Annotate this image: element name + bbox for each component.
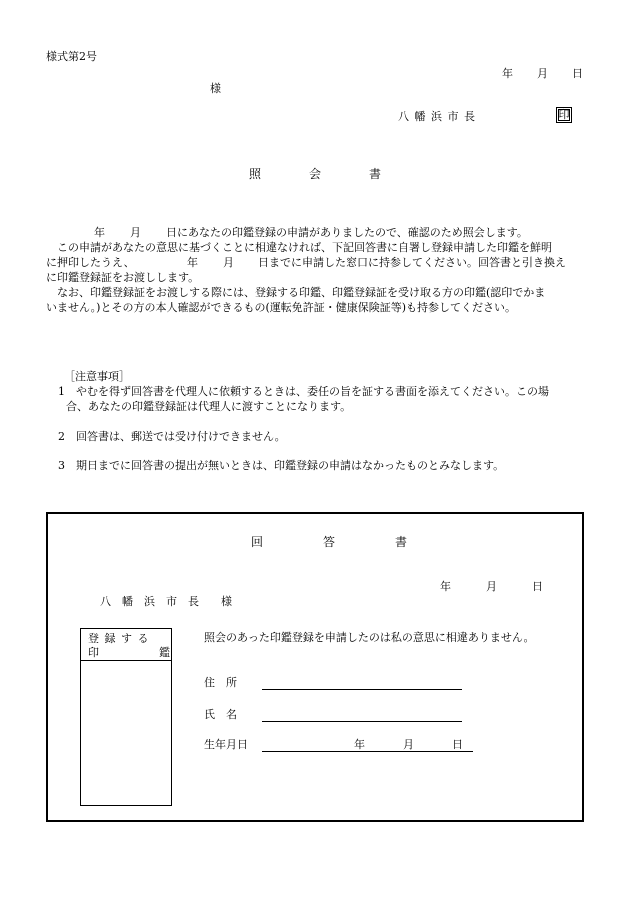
- seal-impression-box[interactable]: [80, 628, 172, 806]
- reply-form: [46, 512, 584, 822]
- dob-day: 日: [452, 738, 463, 751]
- notes-section: [50, 369, 595, 473]
- body-line-5: なお、印鑑登録証をお渡しする際には、登録する印鑑、印鑑登録証を受け取る方の印鑑(認印でかま: [57, 286, 546, 299]
- note-item-2: 2 回答書は、郵送では受け付けできません。: [58, 430, 286, 443]
- body-date-month: 月: [130, 226, 141, 239]
- note-item-1: 1 やむを得ず回答書を代理人に依頼するときは、委任の旨を証する書面を添えてください。この場: [58, 385, 549, 398]
- reply-date-year: 年: [440, 580, 451, 593]
- dob-year: 年: [354, 738, 365, 751]
- seal-stamp-mark: 印: [556, 107, 572, 123]
- address-field[interactable]: [262, 689, 462, 690]
- mayor-signature: 八 幡 浜 市 長: [398, 110, 476, 123]
- header-date-day: 日: [572, 67, 583, 80]
- seal-box-label-1: 登 録 す る: [88, 632, 150, 645]
- page-title: 照 会 書: [249, 167, 382, 181]
- seal-box-label-2a: 印: [88, 646, 99, 659]
- name-field[interactable]: [262, 721, 462, 722]
- body-text-1: 日にあなたの印鑑登録の申請がありましたので、確認のため照会します。: [166, 226, 528, 239]
- body-line-3: [46, 255, 590, 270]
- body-line-1: [46, 225, 590, 240]
- reply-date-day: 日: [532, 580, 543, 593]
- body-line-2: この申請があなたの意思に基づくことに相違なければ、下記回答書に自署し登録申請した印鑑を鮮明: [57, 241, 552, 254]
- dob-field[interactable]: [262, 751, 473, 752]
- inquiry-body: [46, 225, 590, 315]
- dob-month: 月: [403, 738, 414, 751]
- form-number: 様式第2号: [46, 50, 97, 63]
- reply-statement: 照会のあった印鑑登録を申請したのは私の意思に相違ありません。: [204, 631, 535, 644]
- reply-title: 回 答 書: [251, 535, 408, 549]
- notes-heading: ［注意事項］: [64, 370, 130, 383]
- note-item-3: 3 期日までに回答書の提出が無いときは、印鑑登録の申請はなかったものとみなします。: [58, 459, 505, 472]
- body-line-6: いません。)とその方の本人確認ができるもの(運転免許証・健康保険証等)も持参してください。: [46, 301, 517, 314]
- addressee-suffix: 様: [210, 82, 221, 95]
- reply-date-month: 月: [486, 580, 497, 593]
- body-deadline-year: 年: [187, 256, 198, 269]
- body-text-3: 日までに申請した窓口に持参してください。回答書と引き換え: [258, 256, 566, 269]
- seal-box-header: [81, 629, 171, 661]
- body-deadline-month: 月: [223, 256, 234, 269]
- header-date-year: 年: [502, 67, 513, 80]
- address-label: 住 所: [204, 676, 237, 689]
- body-text-3-pre: に押印したうえ、: [46, 256, 135, 269]
- seal-box-label-2b: 鑑: [159, 646, 170, 659]
- reply-addressee: 八 幡 浜 市 長 様: [100, 595, 232, 608]
- dob-label: 生年月日: [204, 738, 248, 751]
- body-date-year: 年: [94, 226, 105, 239]
- name-label: 氏 名: [204, 708, 237, 721]
- note-item-1-cont: 合、あなたの印鑑登録証は代理人に渡すことになります。: [66, 400, 352, 413]
- header-date-month: 月: [537, 67, 548, 80]
- body-line-4: に印鑑登録証をお渡しします。: [46, 271, 200, 284]
